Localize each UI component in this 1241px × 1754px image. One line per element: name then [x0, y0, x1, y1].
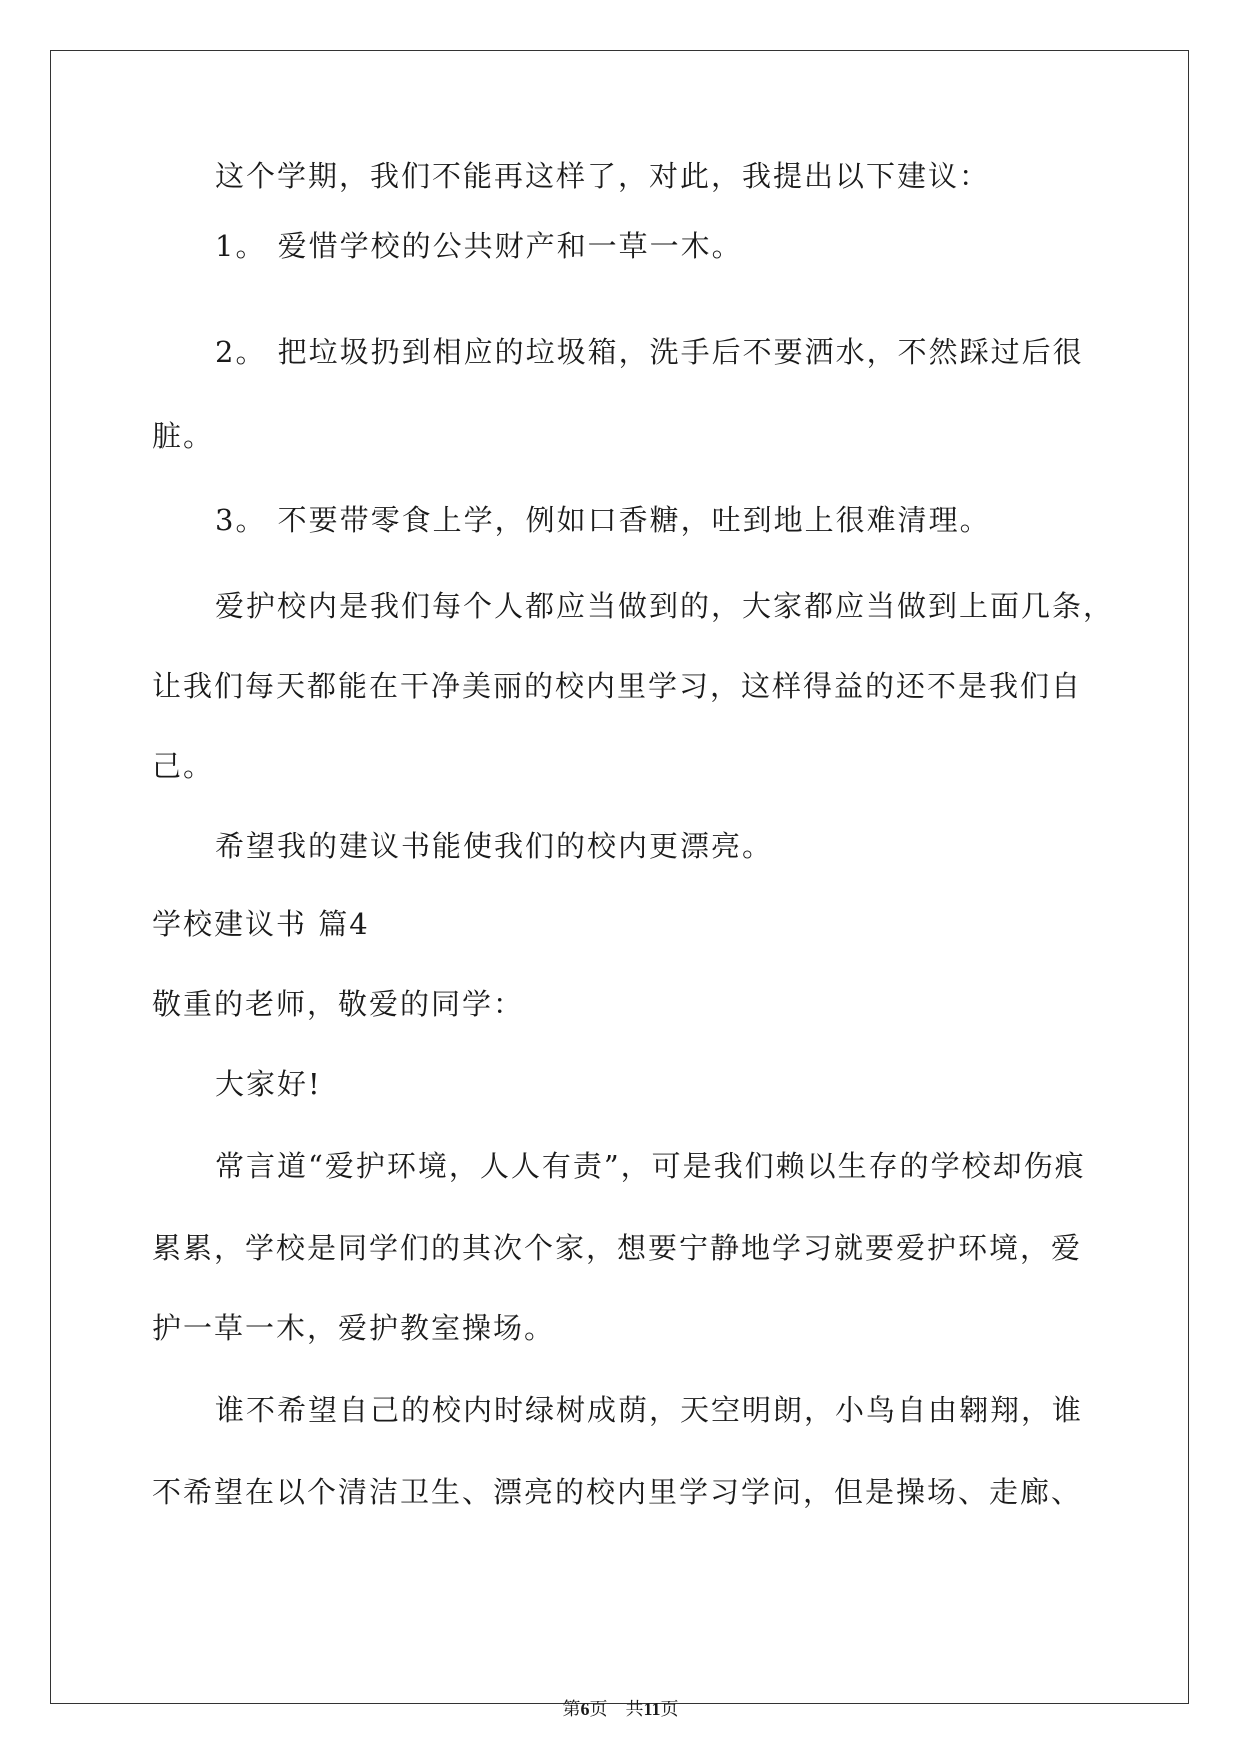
section-heading: 学校建议书 篇4: [152, 907, 370, 941]
paragraph-line: 希望我的建议书能使我们的校内更漂亮。: [215, 829, 774, 863]
paragraph-line: 常言道“爱护环境，人人有责”，可是我们赖以生存的学校却伤痕: [215, 1149, 1086, 1183]
page-suffix: 页: [589, 1699, 608, 1719]
page-number: 6: [580, 1699, 590, 1719]
total-prefix: 共: [625, 1699, 644, 1719]
paragraph-line: 护一草一木，爱护教室操场。: [152, 1311, 556, 1345]
paragraph-line: 谁不希望自己的校内时绿树成荫，天空明朗，小鸟自由翱翔，谁: [215, 1393, 1084, 1427]
paragraph-line: 累累，学校是同学们的其次个家，想要宁静地学习就要爱护环境，爱: [152, 1231, 1083, 1265]
list-item-1: 1。 爱惜学校的公共财产和一草一木。: [215, 229, 743, 263]
total-suffix: 页: [660, 1699, 679, 1719]
paragraph-line: 己。: [152, 749, 215, 783]
page-border: [50, 50, 1189, 1704]
list-item-2: 2。 把垃圾扔到相应的垃圾箱，洗手后不要洒水，不然踩过后很: [215, 335, 1084, 369]
total-pages: 11: [643, 1699, 661, 1719]
paragraph-line: 这个学期，我们不能再这样了，对此，我提出以下建议：: [215, 159, 991, 193]
page-prefix: 第: [562, 1699, 581, 1719]
salutation: 敬重的老师，敬爱的同学：: [152, 987, 525, 1021]
paragraph-line: 脏。: [152, 419, 215, 453]
paragraph-line: 不希望在以个清洁卫生、漂亮的校内里学习学问，但是操场、走廊、: [152, 1475, 1083, 1509]
paragraph-line: 让我们每天都能在干净美丽的校内里学习，这样得益的还不是我们自: [152, 669, 1083, 703]
greeting: 大家好!: [215, 1067, 322, 1101]
page-footer: [0, 1697, 1241, 1721]
list-item-3: 3。 不要带零食上学，例如口香糖，吐到地上很难清理。: [215, 503, 991, 537]
paragraph-line: 爱护校内是我们每个人都应当做到的，大家都应当做到上面几条，: [215, 589, 1115, 623]
